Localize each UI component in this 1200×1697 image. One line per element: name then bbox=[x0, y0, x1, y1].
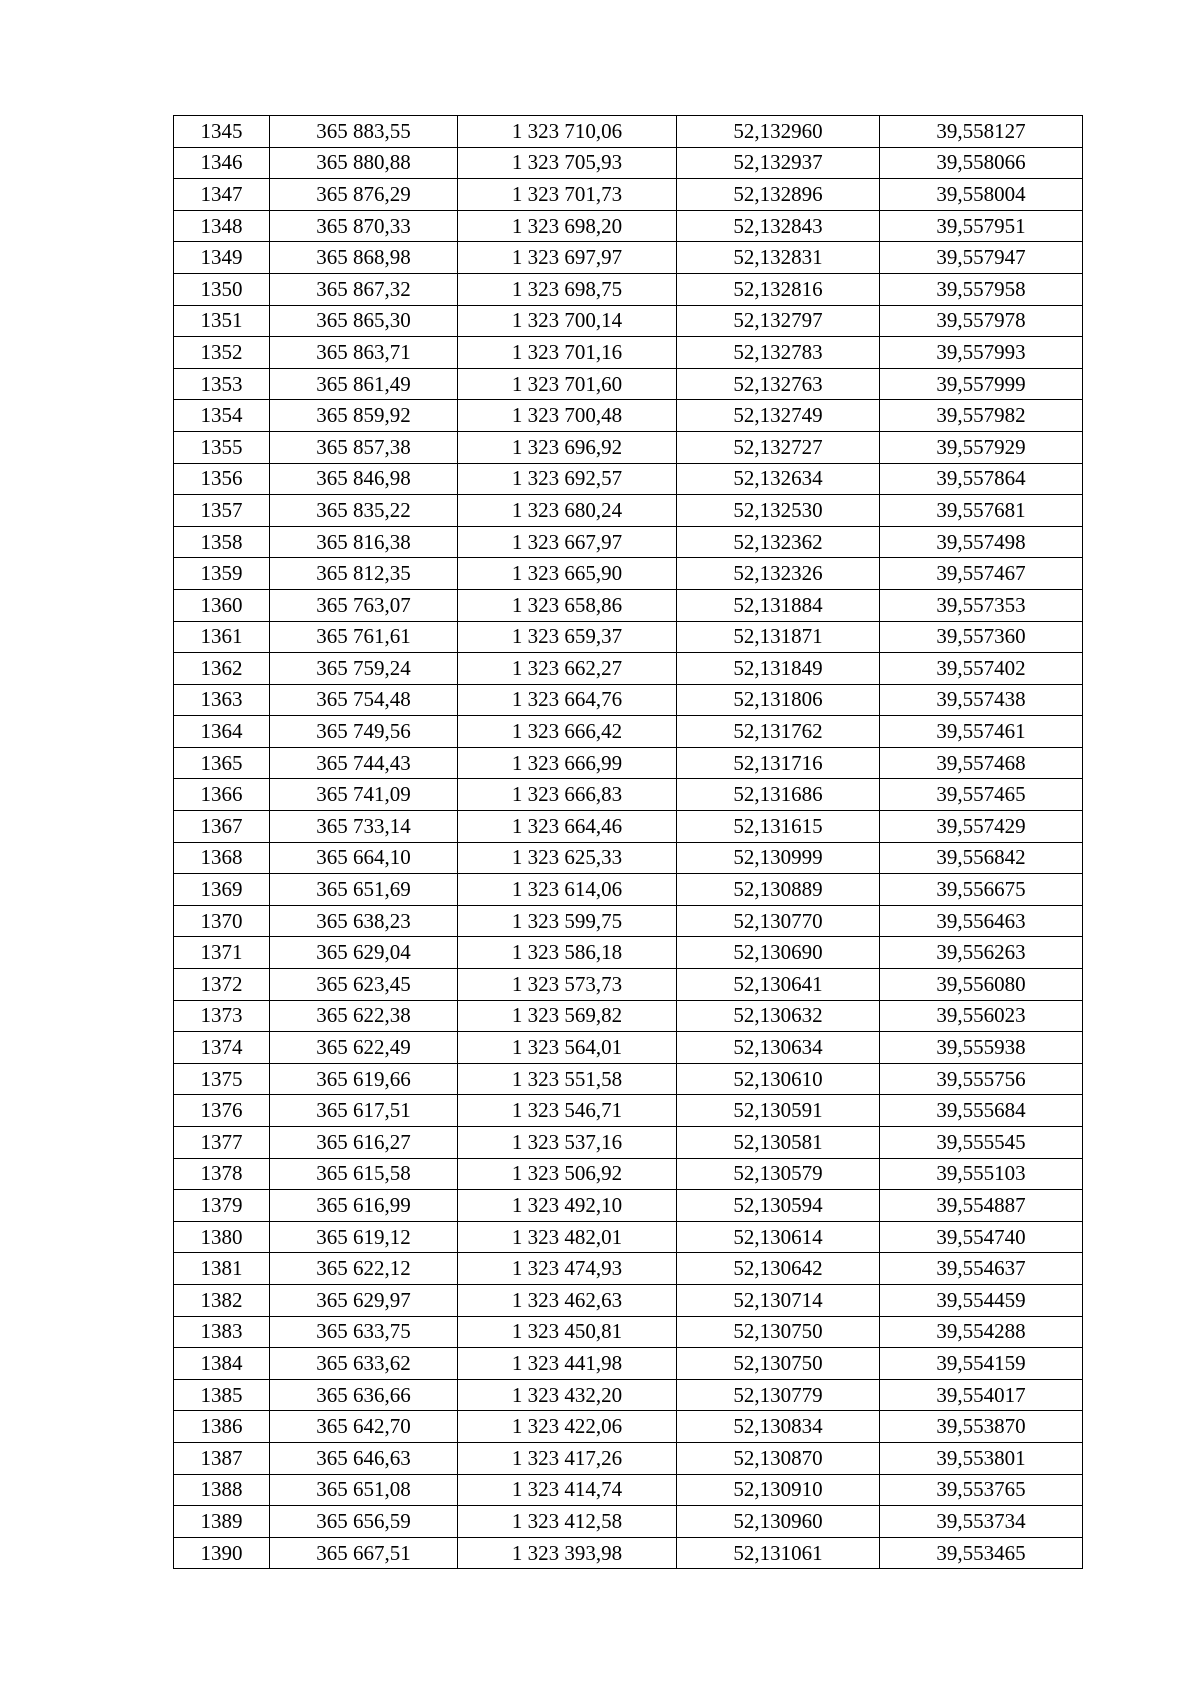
y-coordinate-cell: 1 323 551,58 bbox=[458, 1063, 677, 1095]
x-coordinate-cell: 365 883,55 bbox=[270, 116, 458, 148]
point-number-cell: 1383 bbox=[174, 1316, 270, 1348]
x-coordinate-cell: 365 867,32 bbox=[270, 273, 458, 305]
latitude-cell: 52,132843 bbox=[677, 210, 880, 242]
y-coordinate-cell: 1 323 537,16 bbox=[458, 1127, 677, 1159]
point-number-cell: 1367 bbox=[174, 811, 270, 843]
latitude-cell: 52,130690 bbox=[677, 937, 880, 969]
longitude-cell: 39,555545 bbox=[880, 1127, 1083, 1159]
y-coordinate-cell: 1 323 666,83 bbox=[458, 779, 677, 811]
latitude-cell: 52,130642 bbox=[677, 1253, 880, 1285]
x-coordinate-cell: 365 622,38 bbox=[270, 1000, 458, 1032]
table-row bbox=[174, 337, 1083, 369]
latitude-cell: 52,130910 bbox=[677, 1474, 880, 1506]
point-number-cell: 1348 bbox=[174, 210, 270, 242]
x-coordinate-cell: 365 664,10 bbox=[270, 842, 458, 874]
point-number-cell: 1350 bbox=[174, 273, 270, 305]
y-coordinate-cell: 1 323 666,42 bbox=[458, 716, 677, 748]
table-row bbox=[174, 1158, 1083, 1190]
y-coordinate-cell: 1 323 697,97 bbox=[458, 242, 677, 274]
x-coordinate-cell: 365 812,35 bbox=[270, 558, 458, 590]
longitude-cell: 39,557958 bbox=[880, 273, 1083, 305]
longitude-cell: 39,557429 bbox=[880, 811, 1083, 843]
point-number-cell: 1357 bbox=[174, 495, 270, 527]
latitude-cell: 52,131061 bbox=[677, 1537, 880, 1569]
x-coordinate-cell: 365 633,75 bbox=[270, 1316, 458, 1348]
point-number-cell: 1385 bbox=[174, 1379, 270, 1411]
coordinates-table-body bbox=[174, 116, 1083, 1569]
table-row bbox=[174, 400, 1083, 432]
point-number-cell: 1362 bbox=[174, 653, 270, 685]
y-coordinate-cell: 1 323 450,81 bbox=[458, 1316, 677, 1348]
table-row bbox=[174, 210, 1083, 242]
y-coordinate-cell: 1 323 432,20 bbox=[458, 1379, 677, 1411]
latitude-cell: 52,130591 bbox=[677, 1095, 880, 1127]
latitude-cell: 52,132634 bbox=[677, 463, 880, 495]
x-coordinate-cell: 365 646,63 bbox=[270, 1442, 458, 1474]
latitude-cell: 52,131716 bbox=[677, 747, 880, 779]
longitude-cell: 39,558066 bbox=[880, 147, 1083, 179]
latitude-cell: 52,130614 bbox=[677, 1221, 880, 1253]
longitude-cell: 39,553734 bbox=[880, 1506, 1083, 1538]
latitude-cell: 52,131871 bbox=[677, 621, 880, 653]
y-coordinate-cell: 1 323 700,48 bbox=[458, 400, 677, 432]
x-coordinate-cell: 365 868,98 bbox=[270, 242, 458, 274]
point-number-cell: 1363 bbox=[174, 684, 270, 716]
point-number-cell: 1356 bbox=[174, 463, 270, 495]
latitude-cell: 52,132831 bbox=[677, 242, 880, 274]
table-row bbox=[174, 1537, 1083, 1569]
point-number-cell: 1384 bbox=[174, 1348, 270, 1380]
point-number-cell: 1387 bbox=[174, 1442, 270, 1474]
x-coordinate-cell: 365 761,61 bbox=[270, 621, 458, 653]
table-row bbox=[174, 1316, 1083, 1348]
latitude-cell: 52,130834 bbox=[677, 1411, 880, 1443]
table-row bbox=[174, 1506, 1083, 1538]
y-coordinate-cell: 1 323 586,18 bbox=[458, 937, 677, 969]
longitude-cell: 39,556263 bbox=[880, 937, 1083, 969]
table-row bbox=[174, 905, 1083, 937]
x-coordinate-cell: 365 622,49 bbox=[270, 1032, 458, 1064]
x-coordinate-cell: 365 744,43 bbox=[270, 747, 458, 779]
x-coordinate-cell: 365 617,51 bbox=[270, 1095, 458, 1127]
latitude-cell: 52,130594 bbox=[677, 1190, 880, 1222]
x-coordinate-cell: 365 642,70 bbox=[270, 1411, 458, 1443]
y-coordinate-cell: 1 323 701,16 bbox=[458, 337, 677, 369]
table-row bbox=[174, 1411, 1083, 1443]
y-coordinate-cell: 1 323 599,75 bbox=[458, 905, 677, 937]
table-row bbox=[174, 811, 1083, 843]
table-row bbox=[174, 242, 1083, 274]
x-coordinate-cell: 365 616,99 bbox=[270, 1190, 458, 1222]
table-row bbox=[174, 747, 1083, 779]
longitude-cell: 39,553765 bbox=[880, 1474, 1083, 1506]
x-coordinate-cell: 365 863,71 bbox=[270, 337, 458, 369]
x-coordinate-cell: 365 876,29 bbox=[270, 179, 458, 211]
point-number-cell: 1354 bbox=[174, 400, 270, 432]
table-row bbox=[174, 937, 1083, 969]
y-coordinate-cell: 1 323 422,06 bbox=[458, 1411, 677, 1443]
point-number-cell: 1386 bbox=[174, 1411, 270, 1443]
point-number-cell: 1359 bbox=[174, 558, 270, 590]
latitude-cell: 52,130779 bbox=[677, 1379, 880, 1411]
longitude-cell: 39,557353 bbox=[880, 589, 1083, 621]
longitude-cell: 39,557951 bbox=[880, 210, 1083, 242]
longitude-cell: 39,555756 bbox=[880, 1063, 1083, 1095]
latitude-cell: 52,130610 bbox=[677, 1063, 880, 1095]
table-row bbox=[174, 116, 1083, 148]
y-coordinate-cell: 1 323 698,20 bbox=[458, 210, 677, 242]
y-coordinate-cell: 1 323 482,01 bbox=[458, 1221, 677, 1253]
point-number-cell: 1360 bbox=[174, 589, 270, 621]
latitude-cell: 52,131884 bbox=[677, 589, 880, 621]
x-coordinate-cell: 365 835,22 bbox=[270, 495, 458, 527]
longitude-cell: 39,557982 bbox=[880, 400, 1083, 432]
point-number-cell: 1372 bbox=[174, 969, 270, 1001]
x-coordinate-cell: 365 846,98 bbox=[270, 463, 458, 495]
longitude-cell: 39,555938 bbox=[880, 1032, 1083, 1064]
latitude-cell: 52,132937 bbox=[677, 147, 880, 179]
y-coordinate-cell: 1 323 414,74 bbox=[458, 1474, 677, 1506]
point-number-cell: 1368 bbox=[174, 842, 270, 874]
x-coordinate-cell: 365 857,38 bbox=[270, 431, 458, 463]
point-number-cell: 1371 bbox=[174, 937, 270, 969]
table-row bbox=[174, 179, 1083, 211]
point-number-cell: 1373 bbox=[174, 1000, 270, 1032]
table-row bbox=[174, 1000, 1083, 1032]
longitude-cell: 39,558127 bbox=[880, 116, 1083, 148]
longitude-cell: 39,553801 bbox=[880, 1442, 1083, 1474]
table-row bbox=[174, 305, 1083, 337]
latitude-cell: 52,132763 bbox=[677, 368, 880, 400]
latitude-cell: 52,132727 bbox=[677, 431, 880, 463]
y-coordinate-cell: 1 323 564,01 bbox=[458, 1032, 677, 1064]
longitude-cell: 39,554887 bbox=[880, 1190, 1083, 1222]
table-row bbox=[174, 1284, 1083, 1316]
x-coordinate-cell: 365 741,09 bbox=[270, 779, 458, 811]
point-number-cell: 1389 bbox=[174, 1506, 270, 1538]
longitude-cell: 39,556842 bbox=[880, 842, 1083, 874]
y-coordinate-cell: 1 323 705,93 bbox=[458, 147, 677, 179]
y-coordinate-cell: 1 323 665,90 bbox=[458, 558, 677, 590]
y-coordinate-cell: 1 323 506,92 bbox=[458, 1158, 677, 1190]
table-row bbox=[174, 1221, 1083, 1253]
x-coordinate-cell: 365 656,59 bbox=[270, 1506, 458, 1538]
latitude-cell: 52,130770 bbox=[677, 905, 880, 937]
longitude-cell: 39,554637 bbox=[880, 1253, 1083, 1285]
x-coordinate-cell: 365 622,12 bbox=[270, 1253, 458, 1285]
table-row bbox=[174, 526, 1083, 558]
y-coordinate-cell: 1 323 441,98 bbox=[458, 1348, 677, 1380]
x-coordinate-cell: 365 651,69 bbox=[270, 874, 458, 906]
point-number-cell: 1369 bbox=[174, 874, 270, 906]
longitude-cell: 39,557978 bbox=[880, 305, 1083, 337]
point-number-cell: 1355 bbox=[174, 431, 270, 463]
longitude-cell: 39,554459 bbox=[880, 1284, 1083, 1316]
y-coordinate-cell: 1 323 701,73 bbox=[458, 179, 677, 211]
x-coordinate-cell: 365 616,27 bbox=[270, 1127, 458, 1159]
point-number-cell: 1352 bbox=[174, 337, 270, 369]
x-coordinate-cell: 365 623,45 bbox=[270, 969, 458, 1001]
table-row bbox=[174, 969, 1083, 1001]
y-coordinate-cell: 1 323 417,26 bbox=[458, 1442, 677, 1474]
longitude-cell: 39,557360 bbox=[880, 621, 1083, 653]
longitude-cell: 39,554740 bbox=[880, 1221, 1083, 1253]
point-number-cell: 1366 bbox=[174, 779, 270, 811]
longitude-cell: 39,557498 bbox=[880, 526, 1083, 558]
latitude-cell: 52,130641 bbox=[677, 969, 880, 1001]
y-coordinate-cell: 1 323 412,58 bbox=[458, 1506, 677, 1538]
x-coordinate-cell: 365 870,33 bbox=[270, 210, 458, 242]
longitude-cell: 39,557467 bbox=[880, 558, 1083, 590]
latitude-cell: 52,130889 bbox=[677, 874, 880, 906]
point-number-cell: 1377 bbox=[174, 1127, 270, 1159]
point-number-cell: 1376 bbox=[174, 1095, 270, 1127]
point-number-cell: 1361 bbox=[174, 621, 270, 653]
longitude-cell: 39,557465 bbox=[880, 779, 1083, 811]
x-coordinate-cell: 365 619,12 bbox=[270, 1221, 458, 1253]
y-coordinate-cell: 1 323 666,99 bbox=[458, 747, 677, 779]
table-row bbox=[174, 842, 1083, 874]
table-row bbox=[174, 1348, 1083, 1380]
point-number-cell: 1346 bbox=[174, 147, 270, 179]
longitude-cell: 39,557438 bbox=[880, 684, 1083, 716]
point-number-cell: 1364 bbox=[174, 716, 270, 748]
latitude-cell: 52,130632 bbox=[677, 1000, 880, 1032]
longitude-cell: 39,554288 bbox=[880, 1316, 1083, 1348]
y-coordinate-cell: 1 323 659,37 bbox=[458, 621, 677, 653]
x-coordinate-cell: 365 865,30 bbox=[270, 305, 458, 337]
point-number-cell: 1378 bbox=[174, 1158, 270, 1190]
longitude-cell: 39,557468 bbox=[880, 747, 1083, 779]
latitude-cell: 52,130750 bbox=[677, 1348, 880, 1380]
table-row bbox=[174, 273, 1083, 305]
longitude-cell: 39,557993 bbox=[880, 337, 1083, 369]
latitude-cell: 52,130960 bbox=[677, 1506, 880, 1538]
x-coordinate-cell: 365 754,48 bbox=[270, 684, 458, 716]
point-number-cell: 1374 bbox=[174, 1032, 270, 1064]
point-number-cell: 1370 bbox=[174, 905, 270, 937]
x-coordinate-cell: 365 629,04 bbox=[270, 937, 458, 969]
latitude-cell: 52,132530 bbox=[677, 495, 880, 527]
table-row bbox=[174, 684, 1083, 716]
x-coordinate-cell: 365 880,88 bbox=[270, 147, 458, 179]
longitude-cell: 39,554159 bbox=[880, 1348, 1083, 1380]
point-number-cell: 1390 bbox=[174, 1537, 270, 1569]
x-coordinate-cell: 365 633,62 bbox=[270, 1348, 458, 1380]
y-coordinate-cell: 1 323 658,86 bbox=[458, 589, 677, 621]
point-number-cell: 1351 bbox=[174, 305, 270, 337]
table-row bbox=[174, 589, 1083, 621]
longitude-cell: 39,553870 bbox=[880, 1411, 1083, 1443]
latitude-cell: 52,130750 bbox=[677, 1316, 880, 1348]
point-number-cell: 1349 bbox=[174, 242, 270, 274]
longitude-cell: 39,557864 bbox=[880, 463, 1083, 495]
latitude-cell: 52,131762 bbox=[677, 716, 880, 748]
x-coordinate-cell: 365 816,38 bbox=[270, 526, 458, 558]
x-coordinate-cell: 365 638,23 bbox=[270, 905, 458, 937]
latitude-cell: 52,132783 bbox=[677, 337, 880, 369]
y-coordinate-cell: 1 323 692,57 bbox=[458, 463, 677, 495]
table-row bbox=[174, 1253, 1083, 1285]
longitude-cell: 39,555103 bbox=[880, 1158, 1083, 1190]
y-coordinate-cell: 1 323 701,60 bbox=[458, 368, 677, 400]
point-number-cell: 1381 bbox=[174, 1253, 270, 1285]
y-coordinate-cell: 1 323 573,73 bbox=[458, 969, 677, 1001]
y-coordinate-cell: 1 323 569,82 bbox=[458, 1000, 677, 1032]
table-row bbox=[174, 1190, 1083, 1222]
latitude-cell: 52,130634 bbox=[677, 1032, 880, 1064]
latitude-cell: 52,130714 bbox=[677, 1284, 880, 1316]
x-coordinate-cell: 365 759,24 bbox=[270, 653, 458, 685]
x-coordinate-cell: 365 861,49 bbox=[270, 368, 458, 400]
y-coordinate-cell: 1 323 710,06 bbox=[458, 116, 677, 148]
longitude-cell: 39,556675 bbox=[880, 874, 1083, 906]
y-coordinate-cell: 1 323 474,93 bbox=[458, 1253, 677, 1285]
longitude-cell: 39,555684 bbox=[880, 1095, 1083, 1127]
point-number-cell: 1388 bbox=[174, 1474, 270, 1506]
x-coordinate-cell: 365 651,08 bbox=[270, 1474, 458, 1506]
x-coordinate-cell: 365 749,56 bbox=[270, 716, 458, 748]
table-row bbox=[174, 1032, 1083, 1064]
latitude-cell: 52,132797 bbox=[677, 305, 880, 337]
y-coordinate-cell: 1 323 462,63 bbox=[458, 1284, 677, 1316]
point-number-cell: 1380 bbox=[174, 1221, 270, 1253]
point-number-cell: 1379 bbox=[174, 1190, 270, 1222]
latitude-cell: 52,131615 bbox=[677, 811, 880, 843]
y-coordinate-cell: 1 323 680,24 bbox=[458, 495, 677, 527]
longitude-cell: 39,556023 bbox=[880, 1000, 1083, 1032]
y-coordinate-cell: 1 323 664,76 bbox=[458, 684, 677, 716]
longitude-cell: 39,557681 bbox=[880, 495, 1083, 527]
table-row bbox=[174, 495, 1083, 527]
y-coordinate-cell: 1 323 393,98 bbox=[458, 1537, 677, 1569]
table-row bbox=[174, 653, 1083, 685]
table-row bbox=[174, 147, 1083, 179]
longitude-cell: 39,557999 bbox=[880, 368, 1083, 400]
table-row bbox=[174, 621, 1083, 653]
latitude-cell: 52,132896 bbox=[677, 179, 880, 211]
x-coordinate-cell: 365 619,66 bbox=[270, 1063, 458, 1095]
table-row bbox=[174, 463, 1083, 495]
point-number-cell: 1382 bbox=[174, 1284, 270, 1316]
table-row bbox=[174, 558, 1083, 590]
latitude-cell: 52,132326 bbox=[677, 558, 880, 590]
y-coordinate-cell: 1 323 700,14 bbox=[458, 305, 677, 337]
y-coordinate-cell: 1 323 664,46 bbox=[458, 811, 677, 843]
longitude-cell: 39,556080 bbox=[880, 969, 1083, 1001]
longitude-cell: 39,553465 bbox=[880, 1537, 1083, 1569]
y-coordinate-cell: 1 323 667,97 bbox=[458, 526, 677, 558]
x-coordinate-cell: 365 733,14 bbox=[270, 811, 458, 843]
point-number-cell: 1353 bbox=[174, 368, 270, 400]
y-coordinate-cell: 1 323 662,27 bbox=[458, 653, 677, 685]
point-number-cell: 1365 bbox=[174, 747, 270, 779]
latitude-cell: 52,130581 bbox=[677, 1127, 880, 1159]
x-coordinate-cell: 365 859,92 bbox=[270, 400, 458, 432]
latitude-cell: 52,132816 bbox=[677, 273, 880, 305]
x-coordinate-cell: 365 615,58 bbox=[270, 1158, 458, 1190]
table-row bbox=[174, 1127, 1083, 1159]
table-row bbox=[174, 1474, 1083, 1506]
table-row bbox=[174, 431, 1083, 463]
y-coordinate-cell: 1 323 546,71 bbox=[458, 1095, 677, 1127]
latitude-cell: 52,132362 bbox=[677, 526, 880, 558]
table-row bbox=[174, 779, 1083, 811]
table-row bbox=[174, 368, 1083, 400]
x-coordinate-cell: 365 667,51 bbox=[270, 1537, 458, 1569]
table-row bbox=[174, 1379, 1083, 1411]
longitude-cell: 39,554017 bbox=[880, 1379, 1083, 1411]
point-number-cell: 1345 bbox=[174, 116, 270, 148]
longitude-cell: 39,557402 bbox=[880, 653, 1083, 685]
x-coordinate-cell: 365 763,07 bbox=[270, 589, 458, 621]
longitude-cell: 39,556463 bbox=[880, 905, 1083, 937]
y-coordinate-cell: 1 323 492,10 bbox=[458, 1190, 677, 1222]
longitude-cell: 39,558004 bbox=[880, 179, 1083, 211]
x-coordinate-cell: 365 629,97 bbox=[270, 1284, 458, 1316]
coordinates-table bbox=[173, 115, 1083, 1569]
table-row bbox=[174, 1063, 1083, 1095]
table-row bbox=[174, 716, 1083, 748]
table-row bbox=[174, 874, 1083, 906]
longitude-cell: 39,557929 bbox=[880, 431, 1083, 463]
y-coordinate-cell: 1 323 625,33 bbox=[458, 842, 677, 874]
table-row bbox=[174, 1442, 1083, 1474]
point-number-cell: 1375 bbox=[174, 1063, 270, 1095]
table-row bbox=[174, 1095, 1083, 1127]
point-number-cell: 1358 bbox=[174, 526, 270, 558]
x-coordinate-cell: 365 636,66 bbox=[270, 1379, 458, 1411]
latitude-cell: 52,132749 bbox=[677, 400, 880, 432]
point-number-cell: 1347 bbox=[174, 179, 270, 211]
latitude-cell: 52,131806 bbox=[677, 684, 880, 716]
latitude-cell: 52,132960 bbox=[677, 116, 880, 148]
latitude-cell: 52,131686 bbox=[677, 779, 880, 811]
longitude-cell: 39,557461 bbox=[880, 716, 1083, 748]
longitude-cell: 39,557947 bbox=[880, 242, 1083, 274]
latitude-cell: 52,130870 bbox=[677, 1442, 880, 1474]
y-coordinate-cell: 1 323 698,75 bbox=[458, 273, 677, 305]
y-coordinate-cell: 1 323 614,06 bbox=[458, 874, 677, 906]
latitude-cell: 52,130579 bbox=[677, 1158, 880, 1190]
latitude-cell: 52,130999 bbox=[677, 842, 880, 874]
y-coordinate-cell: 1 323 696,92 bbox=[458, 431, 677, 463]
latitude-cell: 52,131849 bbox=[677, 653, 880, 685]
